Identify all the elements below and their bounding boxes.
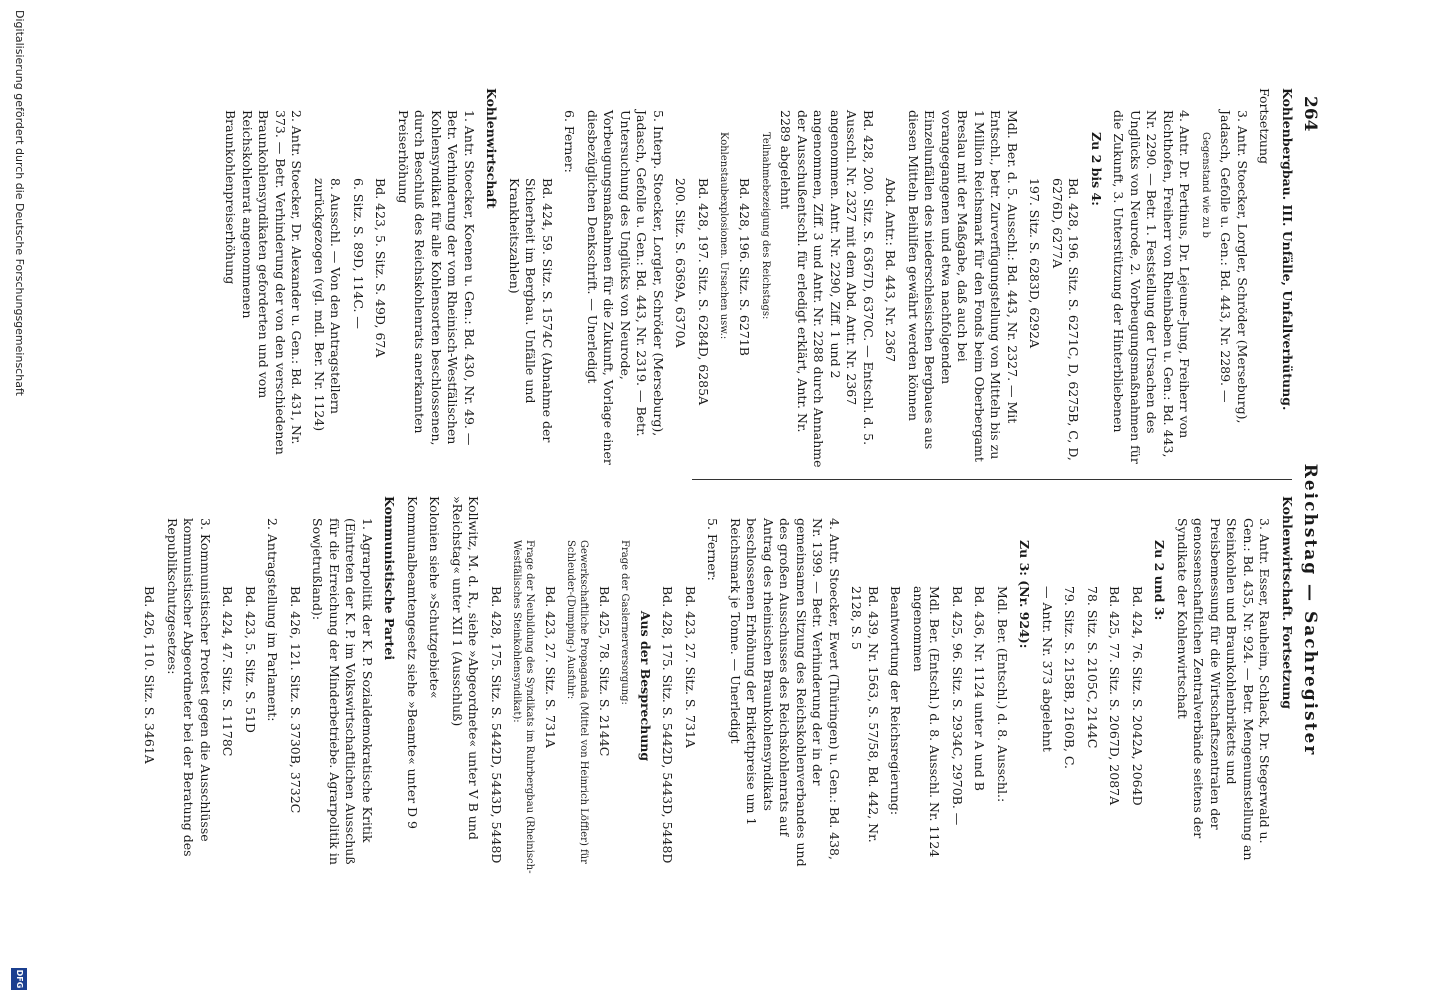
index-entry: Mdl. Ber. d. 5. Ausschl.: Bd. 443, Nr. 2327. — Mit Entschl., betr. Zurverfügungstellung von Mitteln bis zu 1 Million Reichsmark für den Fonds beim Oberbergamt Breslau mit der Maßgabe, daß auch bei vorangegangenen und etwa nachfolgenden Einzelunfällen des niederschlesischen Bergbaues aus diesen Mitteln Beihilfen gewährt werden können — [905, 110, 1020, 462]
index-entry: Frage der Gaslernerversorgung: — [619, 540, 631, 705]
index-entry: Bd. 426, 110. Sitz. S. 3461A — [142, 586, 158, 764]
index-entry: Kommunalbeamtengesetz siehe »Beamte« unter D 9 — [404, 496, 420, 829]
funding-note — [6, 0, 30, 1000]
index-entry: Abd. Antr.: Bd. 443, Nr. 2367 — [883, 178, 899, 363]
running-head: Reichstag — Sachregister — [1300, 463, 1320, 757]
index-entry: Frage der Neubildung des Syndikats im Ruhrbergbau (Rheinisch-Westfälisches Steinkohlensyndikat): — [511, 540, 536, 874]
index-entry: Aus der Besprechung — [638, 610, 653, 762]
index-entry: Kolonien siehe »Schutzgebiete« — [427, 496, 443, 699]
index-entry: 1. Antr. Stoecker, Koenen u. Gen.: Bd. 430, Nr. 49. — Betr. Verhinderung der vom Rheinisch-Westfälischen Kohlensyndikat für alle Kohlensorten beschlossenen, durch Beschluß des Reichskohlenrats anerkannten Preiserhöhung — [395, 110, 477, 446]
index-entry: 6. Ferner: — [562, 110, 578, 173]
index-entry: 2. Antragstellung im Parlament: — [265, 518, 281, 722]
index-entry: Bd. 423, 5. Sitz. S. 49D, 67A — [373, 178, 389, 358]
index-entry: Bd. 423, 5. Sitz. S. 51D — [242, 586, 258, 733]
index-entry: Bd. 428, 175. Sitz. S. 5442D, 5443D, 5448D — [660, 586, 676, 864]
column-divider — [692, 479, 1292, 480]
index-entry: Zu 2 bis 4: — [1088, 132, 1104, 206]
index-entry: Zu 3: (Nr. 924): — [1017, 540, 1033, 649]
index-entry: Mdl. Ber. (Entschl.) d. 8. Ausschl. Nr. 1124 angenommen — [911, 586, 943, 858]
section-heading: Kohlenwirtschaft — [484, 88, 500, 209]
index-entry: Zu 2 und 3: — [1152, 540, 1168, 621]
index-entry: Bd. 424, 59. Sitz. S. 1574C (Abnahme der Sicherheit im Bergbau. Unfälle und Krankheitszahlen) — [506, 178, 555, 443]
right-column — [135, 496, 1295, 876]
index-entry: Kollwitz, M. d. R., siehe »Abgeordnete« unter V B und »Reichstag« unter XII 1 (Ausschluß) — [449, 496, 482, 840]
index-entry: 5. Ferner: — [705, 518, 721, 581]
index-entry: Bd. 424, 76. Sitz. S. 2042A, 2064D — [1130, 586, 1145, 806]
index-entry: 200. Sitz. S. 6369A, 6370A — [673, 178, 689, 348]
index-entry: Fortsetzung — [1257, 88, 1273, 165]
index-entry: Bd. 424, 47. Sitz. S. 1178C — [220, 586, 236, 757]
index-entry: Bd. 428, 196. Sitz. S. 6271C, D, 6275B, C, D, 6276D, 6277A — [1049, 178, 1082, 461]
index-entry: Bd. 425, 77. Sitz. S. 2067D, 2087A — [1107, 586, 1123, 806]
index-entry: 4. Antr. Dr. Pertinus, Dr. Lejeune-Jung, Freiherr von Richthofen, Freiherr von Rheinbaben u. Gen.: Bd. 443, Nr. 2290. — Betr. 1. Feststellung der Ursachen des Unglücks von Neurode, 2. Vorbeugungsmaßnahmen für die Zukunft, 3. Unterstützung der Hinterbliebenen — [1111, 110, 1193, 464]
index-entry: Bd. 439, Nr. 1563, S. 57/58, Bd. 442, Nr. 2128, S. 5 — [849, 586, 881, 843]
index-entry: 78. Sitz. S. 2105C, 2144C — [1085, 586, 1100, 749]
left-column — [216, 88, 1295, 468]
index-entry: Kohlenstaubexplosionen. Ursachen usw.: — [718, 132, 730, 340]
index-entry: 5. Interp. Stoecker, Lorgler, Schröder (Merseburg), Jadasch, Gefolle u. Gen.: Bd. 443, Nr. 2319. — Betr. Untersuchung des Unglücks von Neurode, Vorbeugungsmaßnahmen für die Zukunft, Vorlage einer diesbezüglichen Denkschrift. — Unerledigt — [584, 110, 666, 465]
index-entry: 3. Antr. Esser, Rauheim, Schlack, Dr. Stegerwald u. Gen.: Bd. 435, Nr. 924. — Betr. Mengenumstellung an Steinkohlen und Braunkohlenbriketts und Preisbemessung für die Wirtschaftszentralen der genossenschaftlichen Zentralverbände seitens der Syndikate der Kohlenwirtschaft — [1175, 518, 1273, 861]
index-entry: — Antr. Nr. 373 abgelehnt — [1040, 586, 1055, 752]
index-entry: Gegenstand wie zu b — [1200, 132, 1211, 238]
index-entry: 8. Ausschl. — Von den Antragstellern zurückgezogen (vgl. mdl. Ber. Nr. 1124) — [311, 178, 344, 432]
section-heading: Kommunistische Partei — [382, 496, 398, 661]
index-entry: 197. Sitz. S. 6283D, 6292A — [1027, 178, 1043, 349]
index-entry: Bd. 426, 121. Sitz. S. 3730B, 3732C — [287, 586, 303, 814]
index-entry: 3. Kommunistischer Protest gegen die Ausschlüsse kommunistischer Abgeordneter bei der Beratung des Republikschutzgesetzes: — [164, 518, 213, 857]
funding-text: Digitalisierung gefördert durch die Deutsche Forschungsgemeinschaft — [13, 10, 26, 396]
index-entry: Bd. 436, Nr. 1124 unter A und B — [972, 586, 988, 791]
index-entry: Bd. 423, 27. Sitz. S. 731A — [683, 586, 698, 748]
index-entry: Bd. 428, 200. Sitz. S. 6367D, 6370C. — Entschl. d. 5. Ausschl. Nr. 2327 mit dem Abd. Antr. Nr. 2367 angenommen. Antr. Nr. 2290, Ziff. 1 und 2 angenommen, Ziff. 3 und Antr. Nr. 2288 durch Annahme der Ausschußentschl. für erledigt erklärt, Antr. Nr. 2289 abgelehnt — [778, 110, 876, 468]
index-entry: Teilnahmebezeigung des Reichstags: — [759, 132, 771, 320]
dfg-logo: DFG — [11, 968, 27, 990]
index-entry: 6. Sitz. S. 89D, 114C. — — [350, 178, 366, 329]
index-entry: 2. Antr. Stoecker, Dr. Alexander u. Gen.: Bd. 431, Nr. 373. — Betr. Verhinderung der von den verschiedenen Braunkohlensyndikaten geforderten und vom Reichskohlenrat angenommenen Braunkohlenpreiserhöhung — [223, 110, 305, 455]
index-entry: Bd. 425, 78. Sitz. S. 2144C — [596, 586, 612, 757]
index-entry: 79. Sitz. S. 2158B, 2160B, C. — [1062, 586, 1078, 770]
index-entry: 3. Antr. Stoecker, Lorgler, Schröder (Merseburg), Jadasch, Gefolle u. Gen.: Bd. 443, Nr. 2289. — — [1218, 110, 1250, 424]
page-number: 264 — [1300, 96, 1320, 132]
index-entry: Bd. 428, 197. Sitz. S. 6284D, 6285A — [695, 178, 711, 406]
section-heading: Kohlenbergbau. III. Unfälle, Unfallverhütung. — [1280, 88, 1295, 411]
section-heading: Kohlenwirtschaft. Fortsetzung — [1280, 496, 1295, 710]
index-entry: Bd. 428, 196. Sitz. S. 6271B — [736, 178, 752, 356]
index-entry: 1. Agrarpolitik der K. P. Sozialdemokratische Kritik (Eintreten der K. P. im Volkswirtschaftlichen Ausschuß für die Erreichung der Minderbetriebe. Agrarpolitik in Sowjetrußland): — [310, 518, 375, 865]
index-entry: Mdl. Ber. (Entschl.) d. 8. Ausschl.: — [995, 586, 1010, 803]
index-entry: Beantwortung der Reichsregierung: — [888, 586, 904, 816]
index-entry: 4. Antr. Stoecker, Ewert (Thüringen) u. Gen.: Bd. 438, Nr. 1399. — Betr. Verhinderung der in der gemeinsamen Sitzung des Reichskohlenverbandes und des großen Ausschusses des Reichskohlenrats auf Antrag des rheinischen Braunkohlensyndikats beschlossenen Erhöhung der Brikettpreise um 1 Reichsmark je Tonne. — Unerledigt — [728, 518, 842, 867]
index-entry: Bd. 423, 27. Sitz. S. 731A — [542, 586, 558, 748]
index-entry: Bd. 425, 96. Sitz. S. 2934C, 2970B. — — [950, 586, 965, 826]
index-entry: Gewerkschaftliche Propaganda (Mittel von Heinrich Löffler) für Schleuder-(Dumping-) Ausfuhr: — [565, 540, 590, 864]
index-entry: Bd. 428, 175. Sitz. S. 5442D, 5443D, 5448D — [488, 586, 504, 864]
